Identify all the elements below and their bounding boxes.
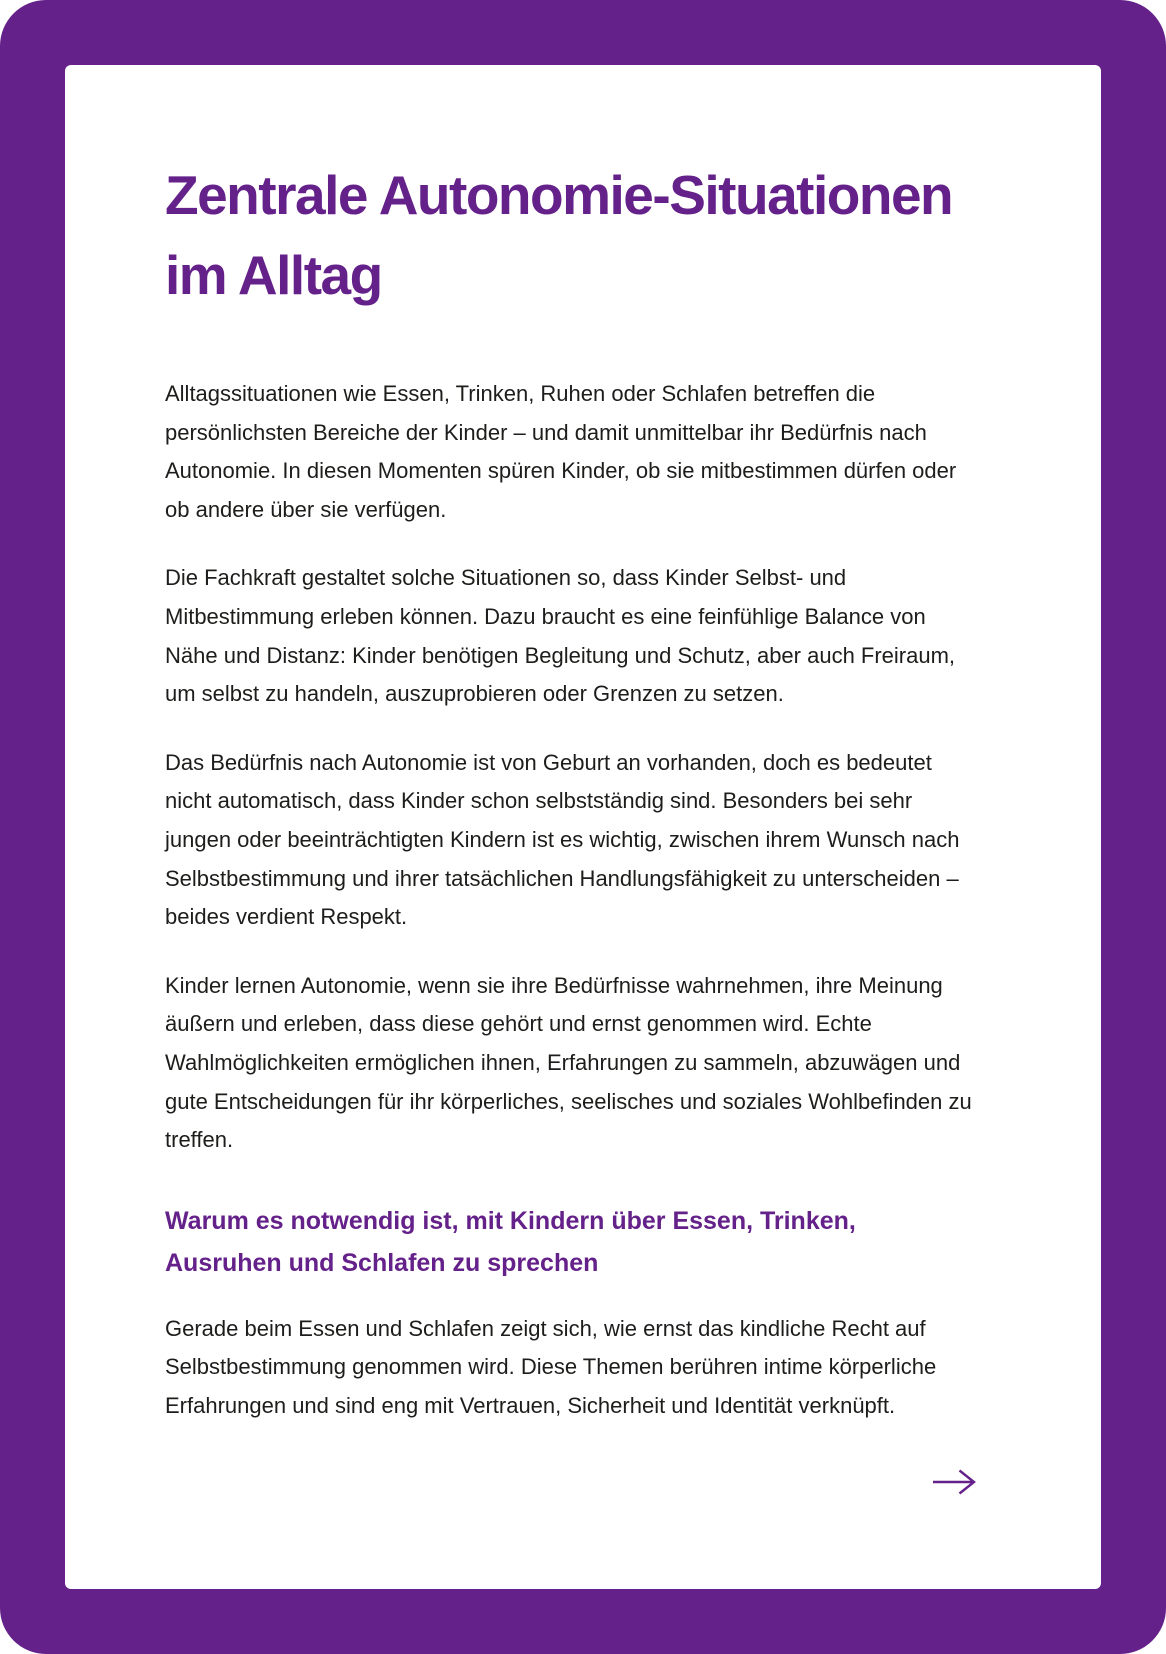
intro-paragraph-1: Alltagssituationen wie Essen, Trinken, Ruhen oder Schlafen betreffen die persönlichsten Bereiche der Kinder – und damit unmittelbar ihr Bedürfnis nach Autonomie. In diesen Momenten spüren Kinder, ob sie mitbestimmen dürfen oder ob andere über sie verfügen. <box>165 381 957 522</box>
section-heading-line-2: Ausruhen und Schlafen zu sprechen <box>165 1248 599 1277</box>
intro-paragraph-2: Die Fachkraft gestaltet solche Situationen so, dass Kinder Selbst- und Mitbestimmung erleben können. Dazu braucht es eine feinfühlige Balance von Nähe und Distanz: Kinder benötigen Begleitung und Schutz, aber auch Freiraum, um selbst zu handeln, auszuprobieren oder Grenzen zu setzen. <box>165 565 956 707</box>
section-heading <box>165 1200 977 1284</box>
document-page <box>65 65 1101 1589</box>
page-content <box>165 65 977 1502</box>
page-title-line-2: im Alltag <box>165 244 382 306</box>
page-title-line-1: Zentrale Autonomie-Situationen <box>165 164 953 226</box>
intro-paragraph-4: Kinder lernen Autonomie, wenn sie ihre Bedürfnisse wahrnehmen, ihre Meinung äußern und erleben, dass diese gehört und ernst genommen wird. Echte Wahlmöglichkeiten ermöglichen ihnen, Erfahrungen zu sammeln, abzuwägen und gute Entscheidungen für ihr körperliches, seelisches und soziales Wohlbefinden zu treffen. <box>165 972 972 1153</box>
page-title <box>165 155 977 315</box>
section-paragraph-1: Gerade beim Essen und Schlafen zeigt sich, wie ernst das kindliche Recht auf Selbstbestimmung genommen wird. Diese Themen berühren intime körperliche Erfahrungen und sind eng mit Vertrauen, Sicherheit und Identität verknüpft. <box>165 1315 937 1418</box>
section-heading-line-1: Warum es notwendig ist, mit Kindern über Essen, Trinken, <box>165 1206 856 1235</box>
intro-paragraph-3: Das Bedürfnis nach Autonomie ist von Geburt an vorhanden, doch es bedeutet nicht automatisch, dass Kinder schon selbstständig sind. Besonders bei sehr jungen oder beeinträchtigten Kindern ist es wichtig, zwischen ihrem Wunsch nach Selbstbestimmung und ihrer tatsächlichen Handlungsfähigkeit zu unterscheiden – beides verdient Respekt. <box>165 749 960 930</box>
next-page-arrow-icon[interactable] <box>931 1467 977 1497</box>
pagination-row <box>165 1467 977 1502</box>
